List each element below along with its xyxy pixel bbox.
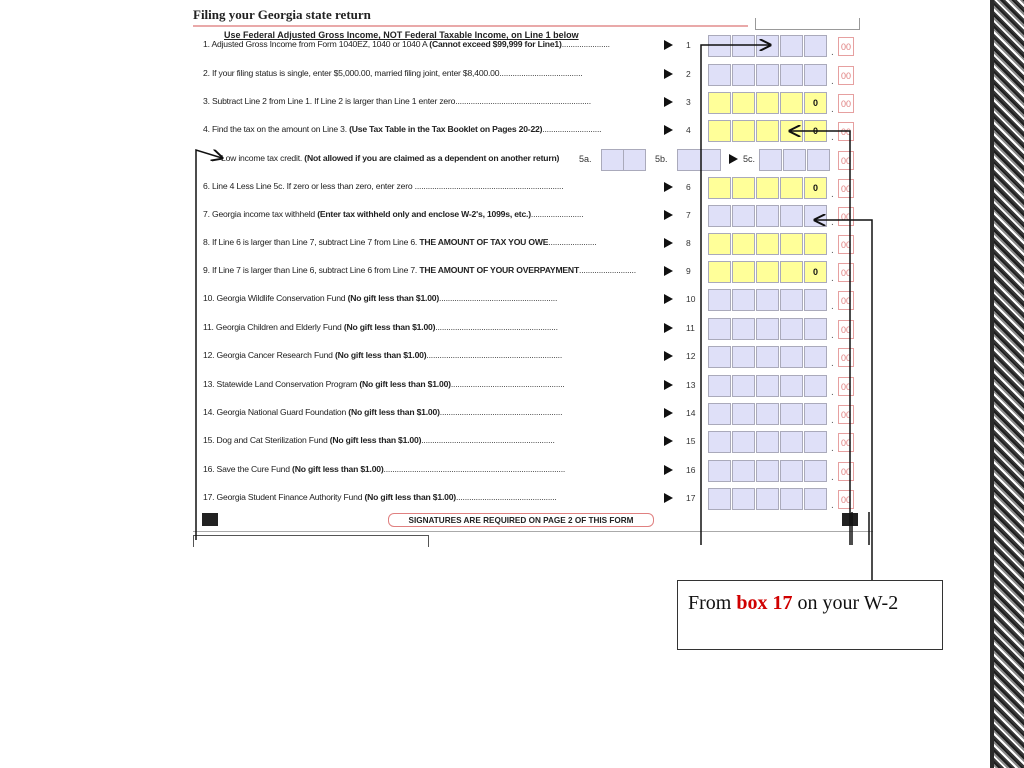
- line-number: 9: [686, 266, 691, 276]
- decimal-point: .: [831, 47, 834, 58]
- line-number: 11: [686, 323, 695, 333]
- cents-field[interactable]: 00: [838, 433, 854, 452]
- amount-cell[interactable]: 0: [804, 92, 827, 114]
- line-text: 9. If Line 7 is larger than Line 6, subtract Line 6 from Line 7. THE AMOUNT OF YOUR OVERPAYMENT..........................: [203, 265, 636, 275]
- line-number: 6: [686, 182, 691, 192]
- cents-field[interactable]: 00: [838, 151, 854, 170]
- cents-field[interactable]: 00: [838, 490, 854, 509]
- decimal-point: .: [831, 387, 834, 398]
- line-number: 1: [686, 40, 691, 50]
- line-number: 8: [686, 238, 691, 248]
- decimal-point: .: [831, 273, 834, 284]
- cents-field[interactable]: 00: [838, 291, 854, 310]
- cents-field[interactable]: 00: [838, 66, 854, 85]
- cents-field[interactable]: 00: [838, 235, 854, 254]
- amount-cell[interactable]: 0: [804, 177, 827, 199]
- cents-field[interactable]: 00: [838, 377, 854, 396]
- line-number: 12: [686, 351, 696, 361]
- line-text: 16. Save the Cure Fund (No gift less than $1.00)...................................................................................: [203, 464, 566, 474]
- amount-cell[interactable]: 0: [804, 261, 827, 283]
- line-text: 2. If your filing status is single, enter $5,000.00, married filing joint, enter $8,400.00......................................: [203, 68, 583, 78]
- decimal-point: .: [831, 245, 834, 256]
- line-number: 2: [686, 69, 691, 79]
- callout-prefix: From: [688, 592, 737, 614]
- callout-highlight: box 17: [736, 592, 793, 614]
- annotation-arrow-line-4: [790, 131, 850, 545]
- decimal-point: .: [831, 443, 834, 454]
- line-text: 8. If Line 6 is larger than Line 7, subtract Line 7 from Line 6. THE AMOUNT OF TAX YOU OWE......................: [203, 237, 597, 247]
- line-text: 1. Adjusted Gross Income from Form 1040EZ, 1040 or 1040 A (Cannot exceed $99,999 for Line1)......................: [203, 39, 610, 49]
- w2-callout: [677, 580, 943, 650]
- decimal-point: .: [831, 76, 834, 87]
- line-text: 14. Georgia National Guard Foundation (No gift less than $1.00)........................................................: [203, 407, 563, 417]
- decimal-point: .: [831, 104, 834, 115]
- line-number: 14: [686, 408, 696, 418]
- line-number: 15: [686, 436, 696, 446]
- line-text: 17. Georgia Student Finance Authority Fund (No gift less than $1.00)..............................................: [203, 492, 557, 502]
- cents-field[interactable]: 00: [838, 94, 854, 113]
- cents-field[interactable]: 00: [838, 207, 854, 226]
- decimal-point: .: [831, 358, 834, 369]
- cents-field[interactable]: 00: [838, 263, 854, 282]
- cents-field[interactable]: 00: [838, 320, 854, 339]
- cents-field[interactable]: 00: [838, 348, 854, 367]
- annotation-arrow-line-7: [815, 220, 872, 580]
- line-number: 10: [686, 294, 696, 304]
- cents-field[interactable]: 00: [838, 37, 854, 56]
- amount-cell[interactable]: 0: [804, 120, 827, 142]
- line-number: 4: [686, 125, 691, 135]
- annotation-arrow-line-5: [196, 150, 222, 540]
- line-text: 13. Statewide Land Conservation Program (No gift less than $1.00)....................................................: [203, 379, 565, 389]
- cents-field[interactable]: 00: [838, 122, 854, 141]
- line-number: 17: [686, 493, 696, 503]
- decimal-point: .: [831, 500, 834, 511]
- line-text: 6. Line 4 Less Line 5c. If zero or less than zero, enter zero ....................................................................: [203, 181, 564, 191]
- line-text: 10. Georgia Wildlife Conservation Fund (No gift less than $1.00)......................................................: [203, 293, 558, 303]
- callout-suffix: on your W-2: [792, 592, 899, 614]
- cents-field[interactable]: 00: [838, 179, 854, 198]
- line-text: 12. Georgia Cancer Research Fund (No gift less than $1.00)..............................................................: [203, 350, 563, 360]
- signature-notice: SIGNATURES ARE REQUIRED ON PAGE 2 OF THIS FORM: [388, 513, 654, 527]
- line-text: 11. Georgia Children and Elderly Fund (No gift less than $1.00)........................................................: [203, 322, 558, 332]
- line-text: 4. Find the tax on the amount on Line 3. (Use Tax Table in the Tax Booklet on Pages 20-22)...........................: [203, 124, 602, 134]
- decimal-point: .: [831, 330, 834, 341]
- form-subheading: Use Federal Adjusted Gross Income, NOT Federal Taxable Income, on Line 1 below: [224, 30, 579, 40]
- line-text: 7. Georgia income tax withheld (Enter tax withheld only and enclose W-2's, 1099s, etc.)........................: [203, 209, 584, 219]
- annotation-arrow-line-1: [701, 45, 770, 545]
- decimal-point: .: [831, 217, 834, 228]
- line-number: 16: [686, 465, 696, 475]
- line-text: 15. Dog and Cat Sterilization Fund (No gift less than $1.00).............................................................: [203, 435, 555, 445]
- line-text: 3. Subtract Line 2 from Line 1. If Line 2 is larger than Line 1 enter zero..............................................................: [203, 96, 591, 106]
- line-5c-label: 5c.: [743, 154, 756, 164]
- line-5-text: Low income tax credit. (Not allowed if you are claimed as a dependent on another return): [221, 153, 560, 163]
- line-number: 7: [686, 210, 691, 220]
- cents-field[interactable]: 00: [838, 462, 854, 481]
- line-5b-label: 5b.: [655, 154, 668, 164]
- line-number: 3: [686, 97, 691, 107]
- cents-field[interactable]: 00: [838, 405, 854, 424]
- line-number: 13: [686, 380, 696, 390]
- form-title: Filing your Georgia state return: [193, 7, 371, 22]
- decimal-point: .: [831, 415, 834, 426]
- decimal-point: .: [831, 189, 834, 200]
- decimal-point: .: [831, 472, 834, 483]
- decimal-point: .: [831, 301, 834, 312]
- decimal-point: .: [831, 132, 834, 143]
- line-5a-label: 5a.: [579, 154, 592, 164]
